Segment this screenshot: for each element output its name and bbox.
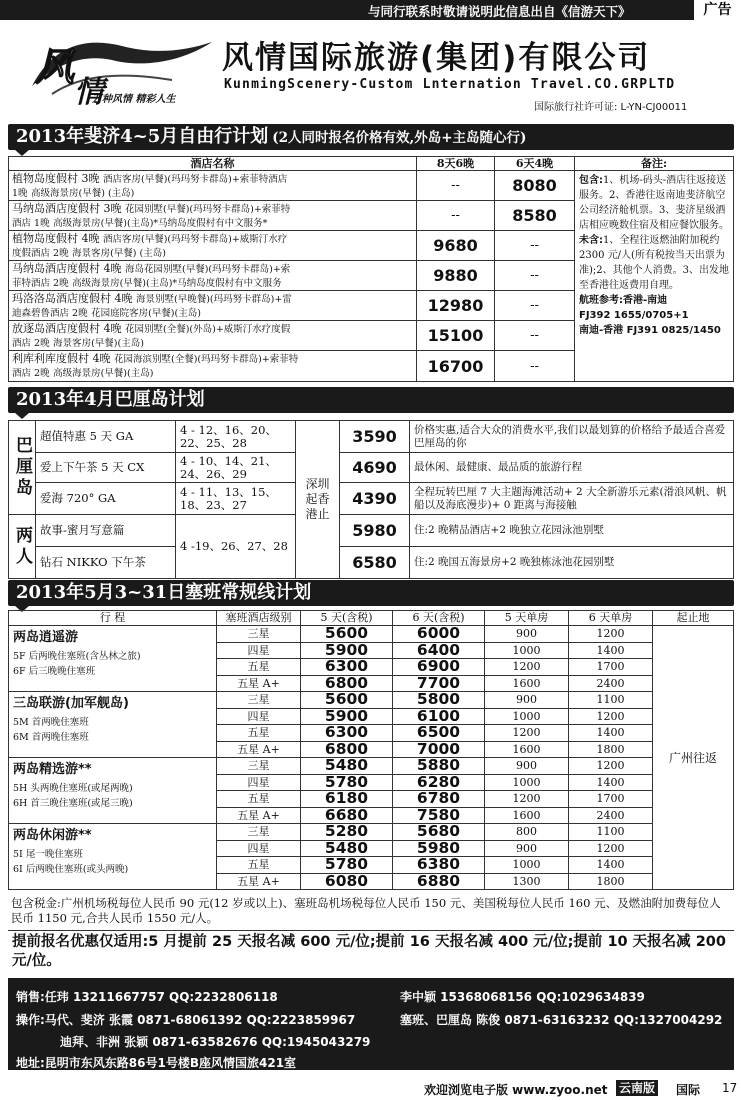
company-logo [22,28,217,108]
table-row: 四星 5480 5980 900 1200 [9,840,734,857]
table-row: 植物岛度假村 4晚 酒店客房(早餐)(玛玛努卡群岛)+威斯汀水疗 度假酒店 2晚 海景客房(早餐) (主岛) 9680 -- [9,231,734,261]
logo-slogan: 万种风情 精彩人生 [92,94,176,105]
table-row: 四星 5900 6100 1000 1200 [9,708,734,725]
table-row: 五星 A+ 6800 7000 1600 1800 [9,741,734,758]
company-name: 风情国际旅游(集团)有限公司 [222,40,651,76]
bali-group-label: 巴厘岛 [9,421,36,515]
footer [0,1076,741,1100]
table-row: 五星 A+ 6080 6880 1300 1800 [9,873,734,890]
fiji-title: 2013年斐济4~5月自由行计划 [16,126,269,147]
ad-label: 广告 [694,0,741,20]
op-contact-3: 迪拜、非洲 张颖 0871-63582676 QQ:1945043279 [60,1035,371,1049]
saipan-table: 行 程 塞班酒店级别 5 天(含税) 6 天(含税) 5 天单房 6 天单房 起止地 两岛逍遥游 5F 后两晚住塞班(含丛林之旅) 6F 后三晚晚住塞班 三星 5600 6000 900 1200 广州往返 四星 5900 6400 1000 1400 五星 6300 6900 1200 1700 五星 A+ 6800 7700 1600 2400 三岛联游(加军舰岛) 5M 首两晚住塞班 6M 首两晚住塞班 三星 5600 5800 900 1100 四星 5900 6100 1000 1200 五星 6300 6500 1200 1400 五星 A+ 6800 7000 1600 1800 两岛精选游** 5H 头两晚住塞班(或尾两晚) 6H 首三晚住塞班(或尾三晚) 三星 5480 5880 900 1200 四星 5780 6280 1000 1400 五星 6180 6780 1200 1700 五星 A+ 6680 7580 1600 2400 两岛休闲游** 5I 尾一晚住塞班 6I 后两晚住塞班(或头两晚) 三星 5280 5680 800 1100 四星 5480 5980 900 1200 五星 5780 6380 1000 1400 五星 A+ 6080 6880 1300 1800 [8,610,734,890]
route-cell: 两岛休闲游** 5I 尾一晚住塞班 6I 后两晚住塞班(或头两晚) [9,824,217,890]
company-name-en: KunmingScenery-Custom Lnternation Travel.CO.GRPLTD [224,77,676,92]
table-row: 五星 A+ 6680 7580 1600 2400 [9,807,734,824]
section-bali-title [8,387,734,413]
table-row: 四星 5900 6400 1000 1400 [9,642,734,659]
address: 地址:昆明市东风东路86号1号楼B座风情国旅421室 [16,1056,297,1070]
table-row: 两人 故事-蜜月写意篇 4 -19、26、27、28 5980 住:2 晚精品酒店+2 晚独立花园泳池别墅 [9,515,734,547]
sales-contact: 销售:任玮 13211667757 QQ:2232806118 [16,990,278,1004]
header [0,20,741,120]
table-row: 四星 5780 6280 1000 1400 [9,774,734,791]
page-number: 17 [722,1081,738,1095]
bali-table [8,420,734,579]
table-row: 巴厘岛 超值特惠 5 天 GA 4 - 12、16、20、22、25、28 深圳起香港止 3590 价格实惠,适合大众的消费水平,我们以最划算的价格给予最适合喜爱巴厘岛的你 [9,421,734,453]
table-row: 三岛联游(加军舰岛) 5M 首两晚住塞班 6M 首两晚住塞班 三星 5600 5800 900 1100 [9,692,734,709]
saipan-departure: 广州往返 [653,626,734,890]
license-number: 国际旅行社许可证: L-YN-CJ00011 [534,102,688,113]
table-row: 两岛精选游** 5H 头两晚住塞班(或尾两晚) 6H 首三晚住塞班(或尾三晚) 三星 5480 5880 900 1200 [9,758,734,775]
table-row: 五星 5780 6380 1000 1400 [9,857,734,874]
table-row: 五星 6180 6780 1200 1700 [9,791,734,808]
fiji-table [8,156,734,382]
bali-departure: 深圳起香港止 [296,421,340,579]
table-row: 五星 A+ 6800 7700 1600 2400 [9,675,734,692]
website-link[interactable]: 欢迎浏览电子版 www.zyoo.net [424,1083,608,1097]
saipan-title: 2013年5月3~31日塞班常规线计划 [16,582,312,603]
table-row: 五星 6300 6900 1200 1700 [9,659,734,676]
arrow-down-icon [14,412,30,420]
top-bar [0,0,741,20]
op-contact-2: 塞班、巴厘岛 陈俊 0871-63163232 QQ:1327004292 [400,1013,723,1027]
fiji-note: (2人同时报名价格有效,外岛+主岛随心行) [272,130,527,146]
section-fiji-title [8,124,734,150]
table-row: 两岛休闲游** 5I 尾一晚住塞班 6I 后两晚住塞班(或头两晚) 三星 5280 5680 800 1100 [9,824,734,841]
table-row: 爱上下午茶 5 天 CX 4 - 10、14、21、24、26、29 4690 最休闲、最健康、最品质的旅游行程 [9,453,734,483]
bali-title: 2013年4月巴厘岛计划 [16,389,205,410]
svg-text:风: 风 [36,44,75,89]
source-notice: 与同行联系时敬请说明此信息出自《信游天下》 [368,4,631,19]
contact-block [8,978,734,1070]
col-6d4n: 6天4晚 [495,157,575,171]
sales-contact-2: 李中颖 15368068156 QQ:1029634839 [400,990,645,1004]
table-row: 马纳岛酒店度假村 3晚 花园别墅(早餐)(玛玛努卡群岛)+索菲特 酒店 1晚 高级海景房(早餐)(主岛)*马纳岛度假村有中文服务* -- 8580 [9,201,734,231]
fiji-remarks: 包含:1、机场-码头-酒店往返接送服务。2、香港往返南迪斐济航空公司经济舱机票。3、斐济星级酒店相应晚数住宿及相应餐饮服务。 未含:1、全程往返燃油附加税约 2300 元/人(所有税按当天出票为准);2、其他个人消费。3、出发地至香港往返费用自理。 航班参考:香港-南迪 FJ392 1655/0705+1 南迪-香港 FJ391 0825/1450 [575,171,734,382]
table-row: 钻石 NIKKO 下午茶 6580 住:2 晚国五海景房+2 晚独栋泳池花园别墅 [9,547,734,579]
tax-note: 包含税金:广州机场税每位人民币 90 元(12 岁或以上)、塞班岛机场税每位人民币 150 元、美国税每位人民币 160 元、及燃油附加费每位人民币 1150 元,合共人民币 1550 元/人。 [11,896,721,925]
col-8d6n: 8天6晚 [417,157,495,171]
region-badge: 云南版 [616,1080,658,1096]
route-cell: 两岛精选游** 5H 头两晚住塞班(或尾两晚) 6H 首三晚住塞班(或尾三晚) [9,758,217,824]
table-row: 马纳岛酒店度假村 4晚 海岛花园别墅(早餐)(玛玛努卡群岛)+索 菲特酒店 2晚 高级海景房(早餐)(主岛)*马纳岛度假村有中文服务 9880 -- [9,261,734,291]
svg-text:情: 情 [74,75,104,108]
table-row: 利库利库度假村 4晚 花园海滨别墅(全餐)(玛玛努卡群岛)+索菲特 酒店 2晚 高级海景房(早餐)(主岛) 16700 -- [9,351,734,382]
table-row: 爱海 720° GA 4 - 11、13、15、18、23、27 4390 全程玩转巴厘 7 大主题海滩活动+ 2 大全新游乐元素(滑浪风帆、帆船以及海底漫步)+ 0 距离与海接触 [9,483,734,515]
col-hotel: 酒店名称 [9,157,417,171]
table-row: 五星 6300 6500 1200 1400 [9,725,734,742]
promo-note: 提前报名优惠仅适用:5 月提前 25 天报名减 600 元/位;提前 16 天报名减 400 元/位;提前 10 天报名减 200 元/位。 [8,930,734,973]
route-cell: 两岛逍遥游 5F 后两晚住塞班(含丛林之旅) 6F 后三晚晚住塞班 [9,626,217,692]
route-cell: 三岛联游(加军舰岛) 5M 首两晚住塞班 6M 首两晚住塞班 [9,692,217,758]
table-row: 两岛逍遥游 5F 后两晚住塞班(含丛林之旅) 6F 后三晚晚住塞班 三星 5600 6000 900 1200 广州往返 [9,626,734,643]
table-row: 放逐岛酒店度假村 4晚 花园别墅(全餐)(外岛)+威斯汀水疗度假 酒店 2晚 海景客房(早餐)(主岛) 15100 -- [9,321,734,351]
op-contact-1: 操作:马代、斐济 张霞 0871-68061392 QQ:2223859967 [16,1013,356,1027]
couple-group-label: 两人 [9,515,36,579]
category-label: 国际 [676,1083,701,1097]
table-row: 植物岛度假村 3晚 酒店客房(早餐)(玛玛努卡群岛)+索菲特酒店 1晚 高级海景房(早餐) (主岛) -- 8080 包含:1、机场-码头-酒店往返接送服务。2、香港往返南迪斐济航空公司经济舱机票。3、斐济星级酒店相应晚数住宿及相应餐饮服务。 未含:1、全程往返燃油附加税约 2300 元/人(所有税按当天出票为准);2、其他个人消费。3、出发地至香港往返费用自理。 航班参考:香港-南迪 FJ392 1655/0705+1 南迪-香港 FJ391 0825/1450 [9,171,734,201]
col-remark: 备注: [575,157,734,171]
section-saipan-title [8,580,734,606]
table-row: 玛洛洛岛酒店度假村 4晚 海景别墅(早晚餐)(玛玛努卡群岛)+雷 迪森碧鲁酒店 2晚 花园庭院客房(早餐)(主岛) 12980 -- [9,291,734,321]
